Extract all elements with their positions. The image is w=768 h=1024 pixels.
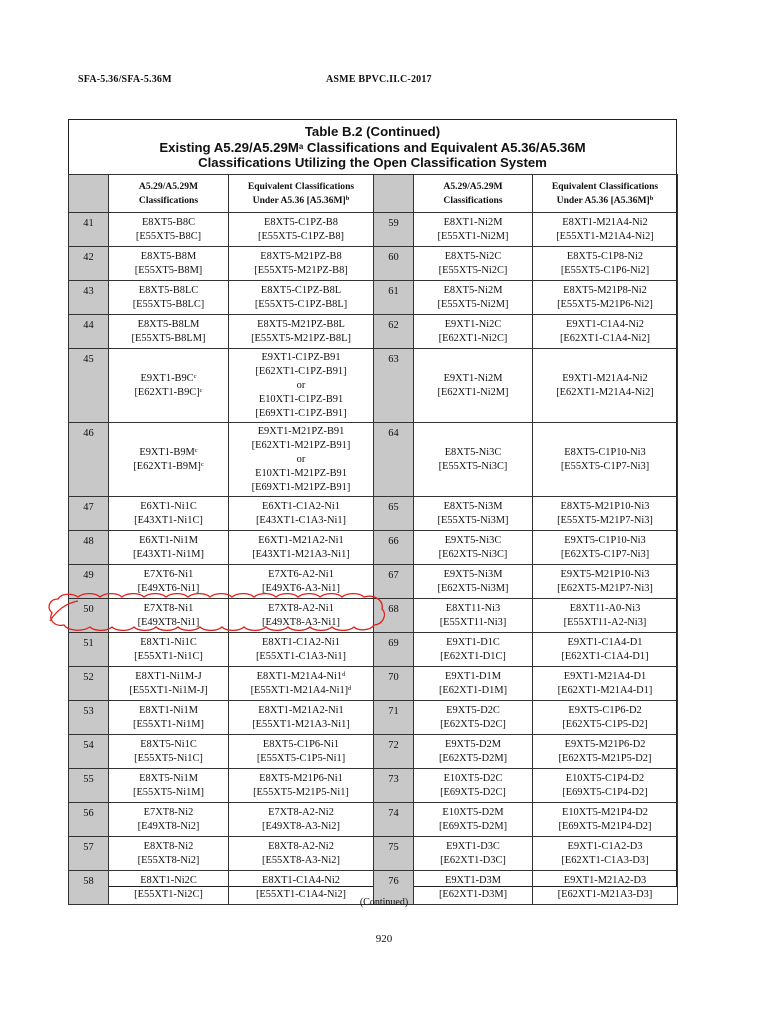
- a529-classification-right: [414, 735, 533, 769]
- cell-line: E10XT5-D2M: [442, 806, 504, 818]
- cell-line: [E62XT1-M21A4-D1]: [557, 684, 653, 696]
- cell-line: E8XT11-Ni3: [445, 602, 501, 614]
- equivalent-classification-left: [229, 531, 374, 565]
- a529-classification-left: [109, 701, 229, 735]
- row-number-left: 53: [69, 701, 109, 735]
- row-number-left: 51: [69, 633, 109, 667]
- row-number-left: 45: [69, 349, 109, 423]
- cell-line: [E55XT5-Ni3C]: [438, 460, 508, 472]
- row-number-right: 67: [374, 565, 414, 599]
- cell-line: E8XT5-M21P10-Ni3: [560, 500, 650, 512]
- cell-line: [E62XT1-D3M]: [438, 888, 508, 900]
- cell-line: [E62XT1-C1A3-D3]: [561, 854, 649, 866]
- row-number-right: 69: [374, 633, 414, 667]
- table-title-line2: Existing $A5.29/A5.29M^a$ Classifications and Equivalent A5.36/A5.36M: [159, 139, 586, 155]
- cell-line: E9XT5-C1P6-D2: [568, 704, 642, 716]
- header-equivalent-right: Equivalent Classifications Under A5.36 $[A5.36M]^b$: [533, 175, 678, 213]
- cell-line: [E62XT1-M21A3-D3]: [557, 888, 653, 900]
- cell-line: E9XT1-M21A4-D1: [563, 670, 647, 682]
- row-number-left: 43: [69, 281, 109, 315]
- table-row: [69, 701, 678, 735]
- cell-line: $E9XT1-B9C^c$: [140, 372, 197, 384]
- footnote-marker: c: [199, 386, 203, 394]
- footnote-marker: c: [193, 372, 197, 380]
- equivalent-classification-right: [533, 497, 678, 531]
- a529-classification-right: [414, 701, 533, 735]
- cell-line: [E62XT1-Ni2M]: [437, 386, 509, 398]
- cell-line: E8XT5-M21PZ-B8: [260, 250, 342, 262]
- cell-line: E8XT5-C1PZ-B8: [264, 216, 338, 228]
- equivalent-classification-left: [229, 565, 374, 599]
- cell-line: [E55XT5-C1PZ-B8L]: [254, 298, 348, 310]
- equivalent-classification-right: [533, 423, 678, 497]
- equivalent-classification-left: [229, 667, 374, 701]
- table-row: [69, 213, 678, 247]
- row-number-left: 55: [69, 769, 109, 803]
- row-number-left: 42: [69, 247, 109, 281]
- cell-line: [E55XT1-Ni2M]: [437, 230, 509, 242]
- cell-line: [E62XT5-M21P5-D2]: [558, 752, 652, 764]
- cell-line: E7XT8-A2-Ni2: [268, 806, 334, 818]
- cell-line: E8XT5-C1P8-Ni2: [566, 250, 644, 262]
- a529-classification-left: [109, 565, 229, 599]
- row-number-right: 59: [374, 213, 414, 247]
- row-number-right: 68: [374, 599, 414, 633]
- a529-classification-left: [109, 667, 229, 701]
- table-title-line1: Table B.2 (Continued): [304, 124, 441, 139]
- cell-line: E8XT5-B8LC: [138, 284, 199, 296]
- cell-line: E9XT1-C1A2-D3: [567, 840, 643, 852]
- cell-line: [E62XT1-C1A4-Ni2]: [559, 332, 651, 344]
- continued-note: (Continued): [359, 897, 409, 908]
- cell-line: E8XT5-Ni2C: [444, 250, 502, 262]
- equivalent-classification-left: [229, 837, 374, 871]
- running-header-center: ASME BPVC.II.C-2017: [326, 74, 432, 85]
- equivalent-classification-left: [229, 633, 374, 667]
- row-number-right: 71: [374, 701, 414, 735]
- table-row: [69, 497, 678, 531]
- cell-line: [E69XT5-M21P4-D2]: [558, 820, 652, 832]
- row-number-right: 70: [374, 667, 414, 701]
- equivalent-classification-left: [229, 803, 374, 837]
- cell-line: $E9XT1-B9M^c$: [139, 446, 198, 458]
- a529-classification-right: [414, 531, 533, 565]
- a529-classification-left: [109, 281, 229, 315]
- cell-line: [E55XT5-C1PZ-B8]: [257, 230, 344, 242]
- cell-line: E9XT1-D3C: [446, 840, 500, 852]
- cell-line: [E55XT5-B8LC]: [132, 298, 205, 310]
- cell-line: [E55XT1-Ni1M-J]: [129, 684, 208, 696]
- equivalent-classification-right: [533, 565, 678, 599]
- cell-line: [E55XT5-Ni1C]: [134, 752, 203, 764]
- a529-classification-right: [414, 769, 533, 803]
- cell-line: [E49XT8-A3-Ni2]: [262, 820, 340, 832]
- cell-line: E10XT5-M21P4-D2: [561, 806, 648, 818]
- cell-line: [E55XT1-Ni1M]: [133, 718, 204, 730]
- table-row: [69, 423, 678, 497]
- cell-line: [E62XT1-D3C]: [440, 854, 506, 866]
- cell-line: [E62XT1-M21PZ-B91]: [251, 439, 351, 451]
- cell-line: E9XT5-M21P10-Ni3: [560, 568, 650, 580]
- cell-line: E9XT1-C1PZ-B91: [261, 351, 341, 363]
- table-header-row: [69, 175, 678, 213]
- table-row: [69, 803, 678, 837]
- cell-line: [E55XT1-C1A3-Ni1]: [255, 650, 347, 662]
- cell-line: [E62XT1-C1PZ-B91]: [255, 365, 347, 377]
- cell-line: E9XT5-Ni3C: [444, 534, 502, 546]
- equivalent-classification-right: [533, 247, 678, 281]
- cell-line: E8XT5-Ni1M: [139, 772, 198, 784]
- equivalent-classification-left: [229, 247, 374, 281]
- cell-line: E8XT1-Ni1C: [140, 636, 197, 648]
- a529-classification-left: [109, 247, 229, 281]
- a529-classification-left: [109, 769, 229, 803]
- a529-classification-left: [109, 803, 229, 837]
- header-a529-left: A5.29/A5.29M Classifications: [109, 175, 229, 213]
- cell-line: [E55XT5-Ni3M]: [437, 514, 509, 526]
- cell-line: [E55XT5-C1P5-Ni1]: [256, 752, 346, 764]
- cell-line: [E55XT1-C1A4-Ni2]: [255, 888, 347, 900]
- cell-line: [E69XT5-D2M]: [438, 820, 508, 832]
- equivalent-classification-right: [533, 633, 678, 667]
- cell-line: [E62XT5-C1P7-Ni3]: [560, 548, 650, 560]
- footnote-marker: c: [194, 446, 198, 454]
- cell-line: E9XT1-C1A4-Ni2: [566, 318, 644, 330]
- cell-line: E9XT5-M21P6-D2: [564, 738, 646, 750]
- row-number-right: 62: [374, 315, 414, 349]
- row-number-left: 46: [69, 423, 109, 497]
- cell-line: [E62XT1-D1M]: [438, 684, 508, 696]
- cell-line: E8XT1-M21A4-Ni2: [562, 216, 648, 228]
- row-number-right: 61: [374, 281, 414, 315]
- cell-line: [E62XT1-M21A4-Ni2]: [556, 386, 654, 398]
- table-row: [69, 633, 678, 667]
- table-row: [69, 349, 678, 423]
- a529-classification-right: [414, 803, 533, 837]
- a529-classification-right: [414, 667, 533, 701]
- table-row: [69, 247, 678, 281]
- cell-line: E7XT6-A2-Ni1: [268, 568, 334, 580]
- cell-line: E8XT1-Ni2M: [443, 216, 503, 228]
- cell-line: [E55XT1-Ni1C]: [134, 650, 203, 662]
- running-header-left: SFA-5.36/SFA-5.36M: [78, 74, 172, 85]
- cell-line: $[E62XT1-B9M]^c$: [133, 460, 204, 472]
- row-number-left: 50: [69, 599, 109, 633]
- cell-line: E8XT1-M21A4-Ni1$^d$: [256, 670, 346, 682]
- cell-line: E10XT1-M21PZ-B91: [255, 467, 347, 479]
- equivalent-classification-right: [533, 531, 678, 565]
- equivalent-classification-left: [229, 735, 374, 769]
- a529-classification-right: [414, 349, 533, 423]
- row-number-right: 66: [374, 531, 414, 565]
- page-number: 920: [375, 933, 393, 945]
- header-number-right: [374, 175, 414, 213]
- equivalent-classification-right: [533, 837, 678, 871]
- footnote-marker: c: [200, 460, 204, 468]
- cell-line: E8XT1-Ni1M-J: [135, 670, 202, 682]
- row-number-left: 54: [69, 735, 109, 769]
- cell-line: E8XT5-C1P10-Ni3: [564, 446, 646, 458]
- equivalent-classification-right: [533, 667, 678, 701]
- cell-line: [E55XT5-Ni1M]: [133, 786, 204, 798]
- cell-line: [E55XT1-Ni2C]: [134, 888, 203, 900]
- a529-classification-left: [109, 735, 229, 769]
- cell-line: E9XT1-D3M: [445, 874, 501, 886]
- cell-line: E8XT5-Ni3C: [444, 446, 502, 458]
- cell-line: E8XT5-M21P6-Ni1: [259, 772, 343, 784]
- row-number-left: 52: [69, 667, 109, 701]
- cell-line: [E55XT11-A2-Ni3]: [563, 616, 647, 628]
- a529-classification-left: [109, 599, 229, 633]
- a529-classification-left: [109, 497, 229, 531]
- equivalent-classification-left: [229, 701, 374, 735]
- row-number-right: 63: [374, 349, 414, 423]
- a529-classification-left: [109, 633, 229, 667]
- a529-classification-left: [109, 531, 229, 565]
- cell-line: E7XT6-Ni1: [143, 568, 194, 580]
- cell-line: E8XT5-B8C: [141, 216, 196, 228]
- cell-line: E10XT5-C1P4-D2: [565, 772, 645, 784]
- row-number-right: 64: [374, 423, 414, 497]
- cell-line: [E55XT5-B8LM]: [131, 332, 206, 344]
- equivalent-classification-right: [533, 701, 678, 735]
- a529-classification-left: [109, 423, 229, 497]
- row-number-left: 44: [69, 315, 109, 349]
- cell-line: E8XT5-Ni3M: [443, 500, 503, 512]
- cell-line: [E55XT5-M21PZ-B8]: [254, 264, 348, 276]
- a529-classification-right: [414, 633, 533, 667]
- cell-line: E6XT1-Ni1C: [140, 500, 197, 512]
- a529-classification-left: [109, 213, 229, 247]
- table-title: [68, 124, 677, 171]
- header-number-left: [69, 175, 109, 213]
- row-number-right: 75: [374, 837, 414, 871]
- row-number-left: 58: [69, 871, 109, 905]
- cell-line: [E43XT1-M21A3-Ni1]: [252, 548, 350, 560]
- cell-line: [E62XT1-Ni2C]: [438, 332, 508, 344]
- equivalent-classification-left: [229, 349, 374, 423]
- table-row: [69, 735, 678, 769]
- cell-line: E6XT1-C1A2-Ni1: [262, 500, 340, 512]
- cell-line: [E49XT8-Ni1]: [137, 616, 200, 628]
- footnote-marker: d: [342, 670, 346, 678]
- row-number-left: 47: [69, 497, 109, 531]
- cell-line: E8XT5-C1PZ-B8L: [260, 284, 342, 296]
- equivalent-classification-right: [533, 349, 678, 423]
- table-row: [69, 667, 678, 701]
- cell-line: E8XT8-Ni2: [143, 840, 194, 852]
- a529-classification-right: [414, 599, 533, 633]
- cell-line: E8XT1-C1A2-Ni1: [262, 636, 340, 648]
- cell-line: E8XT1-C1A4-Ni2: [262, 874, 340, 886]
- cell-line: [E55XT5-Ni2C]: [438, 264, 508, 276]
- cell-line: E9XT1-C1A4-D1: [567, 636, 643, 648]
- a529-classification-right: [414, 281, 533, 315]
- equivalent-classification-right: [533, 735, 678, 769]
- cell-line: [E62XT5-D2C]: [440, 718, 506, 730]
- cell-line: or: [296, 379, 306, 391]
- cell-line: [E55XT5-M21P6-Ni2]: [557, 298, 653, 310]
- cell-line: E7XT8-A2-Ni1: [268, 602, 334, 614]
- equivalent-classification-left: [229, 213, 374, 247]
- cell-line: [E55XT1-M21A4-Ni2]: [556, 230, 654, 242]
- cell-line: E10XT1-C1PZ-B91: [258, 393, 344, 405]
- cell-line: E9XT1-M21PZ-B91: [257, 425, 345, 437]
- cell-line: [E62XT5-D2M]: [438, 752, 508, 764]
- cell-line: [E49XT8-A3-Ni1]: [262, 616, 340, 628]
- cell-line: $[E55XT1-M21A4-Ni1]^d$: [250, 684, 352, 696]
- cell-line: E8XT5-B8LM: [137, 318, 200, 330]
- cell-line: [E43XT1-Ni1M]: [133, 548, 204, 560]
- cell-line: E8XT5-Ni1C: [140, 738, 197, 750]
- table-row: [69, 769, 678, 803]
- cell-line: [E62XT1-D1C]: [440, 650, 506, 662]
- cell-line: [E43XT1-C1A3-Ni1]: [255, 514, 347, 526]
- a529-classification-right: [414, 837, 533, 871]
- a529-classification-left: [109, 349, 229, 423]
- cell-line: [E49XT6-Ni1]: [137, 582, 200, 594]
- table-title-line3: Classifications Utilizing the Open Classification System: [198, 155, 547, 170]
- equivalent-classification-left: [229, 281, 374, 315]
- cell-line: [E62XT1-C1A4-D1]: [561, 650, 649, 662]
- cell-line: E8XT5-M21PZ-B8L: [257, 318, 345, 330]
- cell-line: E8XT11-A0-Ni3: [569, 602, 641, 614]
- cell-line: E9XT1-D1M: [445, 670, 501, 682]
- cell-line: [E55XT8-Ni2]: [137, 854, 200, 866]
- equivalent-classification-left: [229, 423, 374, 497]
- table-row: [69, 315, 678, 349]
- row-number-left: 48: [69, 531, 109, 565]
- row-number-left: 41: [69, 213, 109, 247]
- equivalent-classification-right: [533, 599, 678, 633]
- cell-line: E9XT5-C1P10-Ni3: [564, 534, 646, 546]
- cell-line: E9XT1-Ni2C: [444, 318, 502, 330]
- equivalent-classification-left: [229, 769, 374, 803]
- cell-line: E9XT1-M21A4-Ni2: [562, 372, 648, 384]
- cell-line: E9XT1-D1C: [446, 636, 500, 648]
- equivalent-classification-left: [229, 599, 374, 633]
- cell-line: [E43XT1-Ni1C]: [134, 514, 203, 526]
- table-body: [69, 213, 678, 905]
- equivalent-classification-left: [229, 497, 374, 531]
- cell-line: [E69XT1-M21PZ-B91]: [251, 481, 351, 493]
- cell-line: [E69XT5-D2C]: [440, 786, 506, 798]
- cell-line: [E55XT1-M21A3-Ni1]: [252, 718, 350, 730]
- cell-line: [E55XT5-M21P7-Ni3]: [557, 514, 653, 526]
- footnote-marker: d: [348, 684, 352, 692]
- row-number-right: 65: [374, 497, 414, 531]
- cell-line: E7XT8-Ni1: [143, 602, 194, 614]
- cell-line: E8XT1-Ni2C: [140, 874, 197, 886]
- cell-line: E9XT5-D2M: [445, 738, 501, 750]
- a529-classification-left: [109, 315, 229, 349]
- cell-line: E9XT1-M21A2-D3: [563, 874, 647, 886]
- cell-line: E9XT5-D2C: [446, 704, 500, 716]
- cell-line: [E49XT8-Ni2]: [137, 820, 200, 832]
- equivalent-classification-right: [533, 803, 678, 837]
- a529-classification-right: [414, 315, 533, 349]
- row-number-right: 73: [374, 769, 414, 803]
- row-number-left: 49: [69, 565, 109, 599]
- cell-line: [E69XT1-C1PZ-B91]: [255, 407, 347, 419]
- cell-line: E8XT1-M21A2-Ni1: [258, 704, 344, 716]
- cell-line: [E55XT5-C1P6-Ni2]: [560, 264, 650, 276]
- cell-line: E8XT5-Ni2M: [443, 284, 503, 296]
- a529-classification-right: [414, 247, 533, 281]
- cell-line: or: [296, 453, 306, 465]
- cell-line: E9XT5-Ni3M: [443, 568, 503, 580]
- equivalent-classification-right: [533, 213, 678, 247]
- classification-table: [68, 174, 678, 905]
- cell-line: [E62XT5-C1P5-D2]: [562, 718, 648, 730]
- cell-line: [E55XT5-M21P5-Ni1]: [253, 786, 349, 798]
- a529-classification-right: [414, 565, 533, 599]
- a529-classification-right: [414, 423, 533, 497]
- cell-line: E8XT5-C1P6-Ni1: [262, 738, 340, 750]
- table-row: [69, 837, 678, 871]
- cell-line: E6XT1-M21A2-Ni1: [258, 534, 344, 546]
- header-a529-right: A5.29/A5.29M Classifications: [414, 175, 533, 213]
- cell-line: [E55XT5-C1P7-Ni3]: [560, 460, 650, 472]
- cell-line: [E55XT11-Ni3]: [439, 616, 507, 628]
- cell-line: E8XT8-A2-Ni2: [268, 840, 334, 852]
- equivalent-classification-right: [533, 769, 678, 803]
- cell-line: E6XT1-Ni1M: [139, 534, 198, 546]
- table-row: [69, 531, 678, 565]
- row-number-left: 56: [69, 803, 109, 837]
- row-number-right: 74: [374, 803, 414, 837]
- cell-line: [E49XT6-A3-Ni1]: [262, 582, 340, 594]
- cell-line: $[E62XT1-B9C]^c$: [134, 386, 203, 398]
- equivalent-classification-right: [533, 281, 678, 315]
- equivalent-classification-left: [229, 315, 374, 349]
- cell-line: E7XT8-Ni2: [143, 806, 194, 818]
- row-number-right: 76: [374, 871, 414, 905]
- cell-line: [E62XT5-Ni3C]: [438, 548, 508, 560]
- a529-classification-left: [109, 837, 229, 871]
- row-number-left: 57: [69, 837, 109, 871]
- table-row: [69, 565, 678, 599]
- cell-line: [E55XT8-A3-Ni2]: [262, 854, 340, 866]
- table-row: [69, 599, 678, 633]
- header-equivalent-left: Equivalent Classifications Under A5.36 $[A5.36M]^b$: [229, 175, 374, 213]
- cell-line: E8XT5-B8M: [140, 250, 197, 262]
- cell-line: [E55XT5-B8C]: [135, 230, 202, 242]
- cell-line: [E55XT5-B8M]: [134, 264, 203, 276]
- equivalent-classification-right: [533, 315, 678, 349]
- row-number-right: 60: [374, 247, 414, 281]
- cell-line: [E55XT5-Ni2M]: [437, 298, 509, 310]
- row-number-right: 72: [374, 735, 414, 769]
- cell-line: E9XT1-Ni2M: [443, 372, 503, 384]
- table-row: [69, 281, 678, 315]
- a529-classification-right: [414, 497, 533, 531]
- cell-line: [E69XT5-C1P4-D2]: [562, 786, 648, 798]
- cell-line: [E62XT5-Ni3M]: [437, 582, 509, 594]
- cell-line: E8XT5-M21P8-Ni2: [563, 284, 647, 296]
- cell-line: [E62XT5-M21P7-Ni3]: [557, 582, 653, 594]
- cell-line: [E55XT5-M21PZ-B8L]: [251, 332, 351, 344]
- cell-line: E10XT5-D2C: [443, 772, 503, 784]
- cell-line: E8XT1-Ni1M: [139, 704, 198, 716]
- a529-classification-right: [414, 213, 533, 247]
